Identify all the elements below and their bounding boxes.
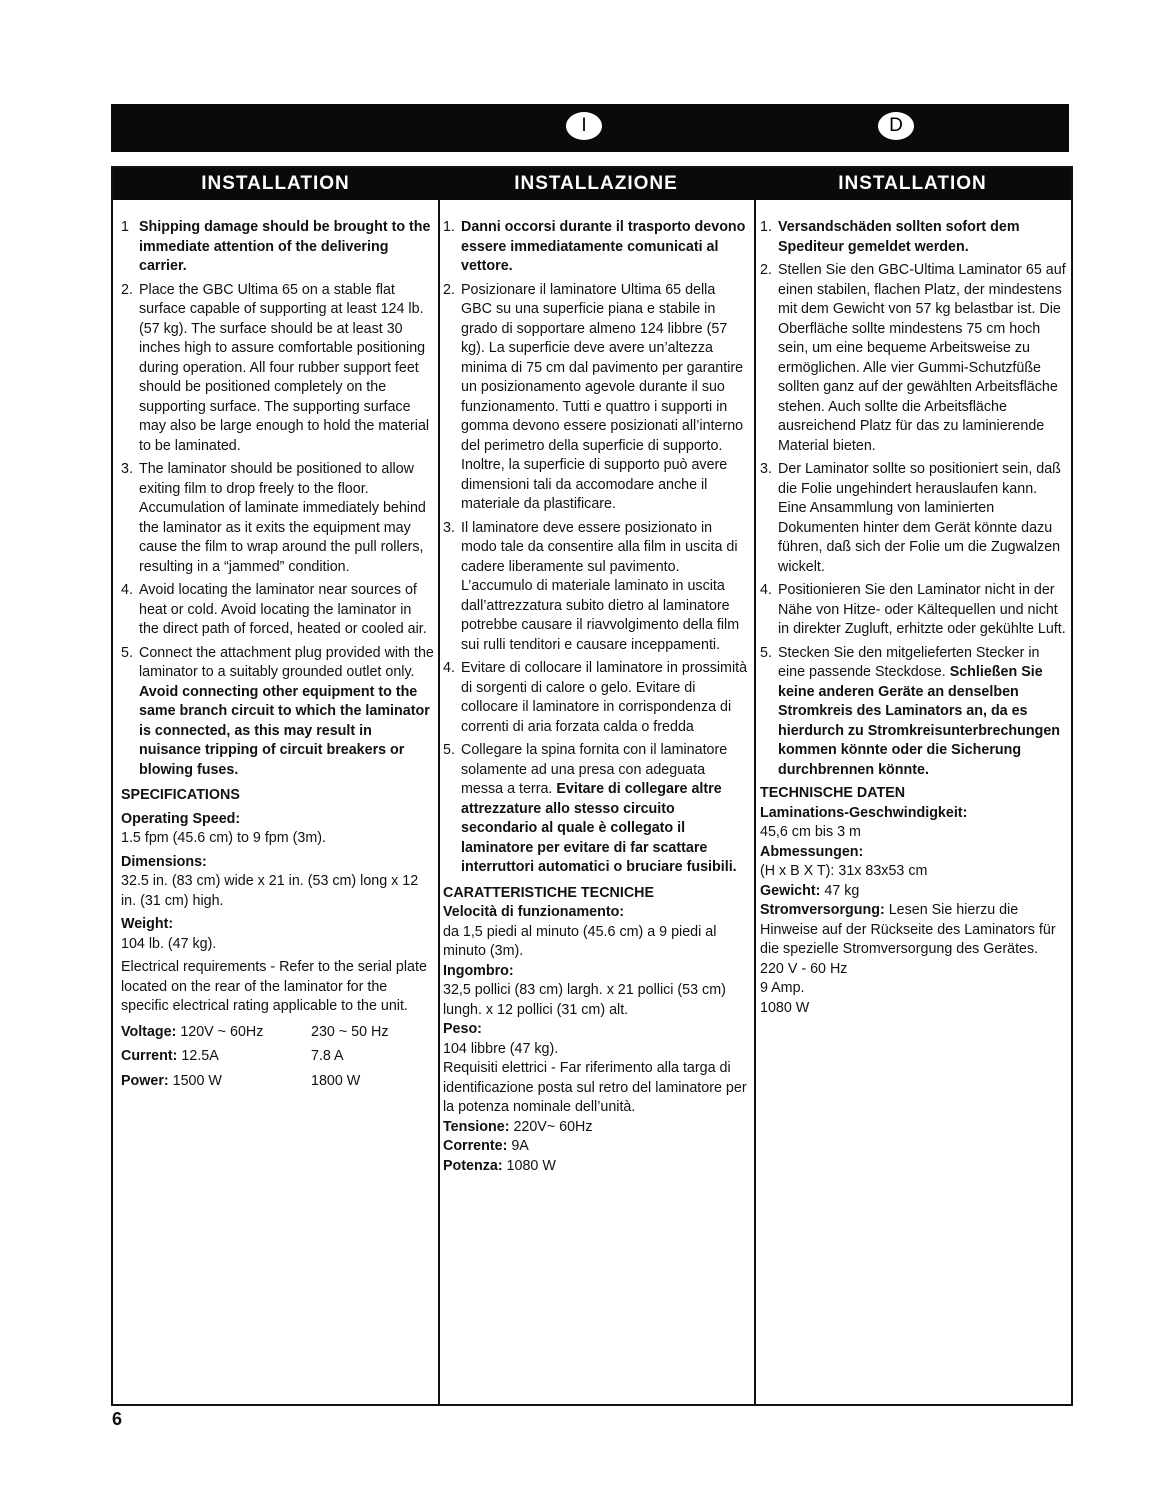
item-number: 5. (121, 644, 133, 661)
speed-label: Operating Speed: (121, 810, 241, 827)
current-label: Corrente: (443, 1138, 508, 1154)
amp-value: 9 Amp. (760, 980, 805, 996)
english-column-title: INSTALLATION (113, 168, 438, 200)
weight-value: 47 kg (820, 882, 860, 899)
speed-value: 1.5 fpm (45.6 cm) to 9 fpm (3m). (121, 830, 326, 846)
speed-value: 45,6 cm bis 3 m (760, 824, 861, 840)
weight-row (760, 882, 1067, 902)
item-number: 4. (760, 582, 772, 598)
top-language-bar (111, 104, 1069, 152)
specifications-heading: CARATTERISTICHE TECNICHE (443, 884, 655, 901)
list-item (760, 581, 1067, 640)
item-bold-text: Schließen Sie keine anderen Geräte an denselben Stromkreis des Laminators an, da es hierdurch zu Stromkreisunterbrechungen kommen könnte oder die Sicherung durchbrennen könnte. (778, 664, 1061, 778)
german-instructions-list (760, 218, 1067, 780)
item-text: The laminator should be positioned to allow exiting film to drop freely to the floor. Accumulation of laminate immediately behind the laminator as it exits the equipment may cause the film to wrap around the pull rollers, resulting in a “jammed” condition. (139, 461, 426, 575)
list-item (443, 218, 750, 277)
list-item (121, 460, 434, 577)
power-label: Power: (121, 1072, 169, 1089)
voltage-value-1: 120V ~ 60Hz (180, 1023, 264, 1040)
content-frame (111, 166, 1073, 1406)
item-text: Place the GBC Ultima 65 on a stable flat surface capable of supporting at least 124 lb. (57 kg). The surface should be at least 30 inches high to assure comfortable positioning during operation. All four rubber support feet should be positioned completely on the supporting surface. The supporting surface may also be large enough to hold the material to be laminated. (139, 281, 430, 454)
english-column-body (113, 200, 438, 1096)
item-number: 5. (443, 742, 455, 758)
dimensions-label: Ingombro: (443, 962, 514, 979)
specifications-heading: TECHNISCHE DATEN (760, 785, 906, 801)
weight-label: Weight: (121, 916, 174, 932)
list-item (760, 218, 1067, 257)
item-bold-text: Danni occorsi durante il trasporto devono essere immediatamente comunicati al vettore. (461, 219, 746, 274)
dimensions-label: Abmessungen: (760, 843, 864, 860)
tension-row (443, 1118, 750, 1138)
dimensions-value: (H x B X T): 31x 83x53 cm (760, 863, 928, 879)
watt-value: 1080 W (760, 999, 810, 1016)
german-column-body (754, 200, 1071, 1018)
item-number: 3. (121, 461, 133, 477)
item-bold-text: Versandschäden sollten sofort dem Spediteur gemeldet werden. (778, 219, 1020, 255)
english-instructions-list (121, 218, 434, 780)
item-text: Stecken Sie den mitgelieferten Stecker in eine passende Steckdose. (778, 644, 1040, 680)
item-text: Collegare la spina fornita con il laminatore solamente ad una presa con adeguata messa a terra. (461, 742, 728, 797)
german-language-badge: D (878, 112, 914, 140)
voltage-label: Voltage: (121, 1023, 177, 1040)
power-value-2: 1800 W (311, 1072, 361, 1089)
tension-value: 220V~ 60Hz (509, 1118, 593, 1135)
item-number: 2. (443, 281, 455, 298)
power-supply-value: Lesen Sie hierzu die Hinweise auf der Rückseite des Laminators für die spezielle Stromversorgung des Gerätes. (760, 902, 1056, 957)
list-item (121, 581, 434, 640)
item-text: Il laminatore deve essere posizionato in modo tale da consentire alla film in uscita di cadere liberamente sul pavimento. L’accumulo di materiale laminato in uscita dall’attrezzatura subito dietro al laminatore potrebbe causare il riavvolgimento della film sui rulli tenditori e causare inceppamenti. (461, 519, 740, 653)
voltage-value: 220 V - 60 Hz (760, 960, 848, 977)
weight-value: 104 libbre (47 kg). (443, 1040, 559, 1057)
dimensions-value: 32.5 in. (83 cm) wide x 21 in. (53 cm) long x 12 in. (31 cm) high. (121, 873, 419, 909)
item-number: 3. (760, 461, 772, 477)
item-text: Connect the attachment plug provided with the laminator to a suitably grounded outlet only. (139, 644, 434, 680)
power-supply-label: Stromversorgung: (760, 902, 885, 918)
list-item (760, 261, 1067, 456)
list-item (121, 281, 434, 457)
italian-column-body (438, 200, 754, 1176)
table-row (121, 1047, 389, 1072)
speed-value: da 1,5 piedi al minuto (45.6 cm) a 9 piedi al minuto (3m). (443, 923, 717, 959)
weight-label: Peso: (443, 1021, 482, 1037)
item-number: 2. (121, 281, 133, 298)
item-number: 1. (760, 219, 772, 235)
german-column (754, 168, 1071, 1404)
power-label: Potenza: (443, 1157, 503, 1174)
item-bold-text: Evitare di collegare altre attrezzature allo stesso circuito secondario al quale è collegato il laminatore per evitare di far scattare interruttori automatici o bruciare fusibili. (461, 781, 737, 875)
item-number: 1 (121, 219, 129, 235)
item-text: Der Laminator sollte so positioniert sein, daß die Folie ungehindert herauslaufen kann. Eine Ansammlung von laminierten Dokumenten hinter dem Gerät könnte dazu führen, daß sich der Folie um die Zugwalzen wickelt. (778, 461, 1061, 575)
list-item (760, 644, 1067, 781)
table-row (121, 1072, 389, 1097)
weight-value: 104 lb. (47 kg). (121, 935, 217, 952)
electrical-requirements: Requisiti elettrici - Far riferimento alla targa di identificazione posta sul retro del laminatore per la potenza nominale dell’unità. (443, 1060, 747, 1115)
current-value: 9A (507, 1138, 529, 1154)
item-text: Stellen Sie den GBC-Ultima Laminator 65 auf einen stabilen, flachen Platz, der mindestens mit dem Gewicht von 57 kg belastbar ist. Die Oberfläche sollte mindestens 75 cm hoch sein, um eine bequeme Arbeitsweise zu ermöglichen. Alle vier Gummi-Schutzfüße sollten ganz auf der gewählten Arbeitsfläche stehen. Auch sollte die Arbeitsfläche ausreichend Platz für das zu laminierende Material bieten. (778, 262, 1066, 454)
item-text: Positionieren Sie den Laminator nicht in der Nähe von Hitze- oder Kältequellen und nicht in direkter Zugluft, erhitzte oder gekühlte Luft. (778, 582, 1066, 637)
current-value-2: 7.8 A (311, 1048, 344, 1064)
power-supply-row (760, 901, 1067, 960)
item-number: 3. (443, 519, 455, 536)
item-number: 5. (760, 644, 772, 661)
list-item (443, 741, 750, 878)
list-item (443, 659, 750, 737)
power-table (121, 1023, 389, 1097)
dimensions-label: Dimensions: (121, 853, 207, 870)
list-item (121, 644, 434, 781)
power-row (443, 1157, 750, 1177)
current-row (443, 1137, 750, 1157)
item-text: Evitare di collocare il laminatore in prossimità di sorgenti di calore o gelo. Evitare di collocare il laminatore in corrispondenza di correnti di aria forzata calda o fredda (461, 660, 748, 735)
weight-label: Gewicht: (760, 882, 821, 899)
power-value: 1080 W (502, 1157, 556, 1174)
list-item (121, 218, 434, 277)
german-column-title: INSTALLATION (754, 168, 1071, 200)
italian-instructions-list (443, 218, 750, 878)
speed-label: Velocità di funzionamento: (443, 904, 625, 920)
list-item (443, 281, 750, 515)
italian-language-badge: I (566, 112, 602, 140)
italian-column-title: INSTALLAZIONE (438, 168, 754, 200)
voltage-value-2: 230 ~ 50 Hz (311, 1023, 389, 1040)
specifications-heading: SPECIFICATIONS (121, 787, 240, 803)
current-label: Current: (121, 1048, 178, 1064)
electrical-requirements: Electrical requirements - Refer to the serial plate located on the rear of the laminator for the specific electrical rating applicable to the unit. (121, 959, 427, 1014)
item-bold-text: Avoid connecting other equipment to the same branch circuit to which the laminator is connected, as this may result in nuisance tripping of circuit breakers or blowing fuses. (139, 683, 430, 778)
table-row (121, 1023, 389, 1048)
list-item (443, 519, 750, 656)
list-item (760, 460, 1067, 577)
italian-column (438, 168, 756, 1404)
item-bold-text: Shipping damage should be brought to the immediate attention of the delivering carrier. (139, 219, 431, 274)
item-number: 4. (121, 582, 133, 598)
item-number: 2. (760, 262, 772, 278)
item-number: 1. (443, 219, 455, 235)
english-column (113, 168, 440, 1404)
power-value-1: 1500 W (172, 1072, 222, 1089)
page-number: 6 (112, 1409, 123, 1429)
item-number: 4. (443, 660, 455, 676)
dimensions-value: 32,5 pollici (83 cm) largh. x 21 pollici (53 cm) lungh. x 12 pollici (31 cm) alt. (443, 982, 726, 1018)
item-text: Avoid locating the laminator near sources of heat or cold. Avoid locating the laminator in the direct path of forced, heated or cooled air. (139, 582, 427, 637)
tension-label: Tensione: (443, 1118, 510, 1135)
speed-label: Laminations-Geschwindigkeit: (760, 804, 968, 821)
current-value-1: 12.5A (181, 1048, 219, 1064)
item-text: Posizionare il laminatore Ultima 65 della GBC su una superficie piana e stabile in grado di sopportare almeno 124 libbre (57 kg). La superficie deve avere un’altezza minima di 75 cm dal pavimento per garantire un posizionamento agevole durante il suo funzionamento. Tutti e quattro i supporti in gomma devono essere posizionati all’interno del perimetro della superficie di supporto. Inoltre, la superficie di supporto può avere dimensioni tali da accomodare anche il materiale da plastificare. (461, 281, 744, 512)
